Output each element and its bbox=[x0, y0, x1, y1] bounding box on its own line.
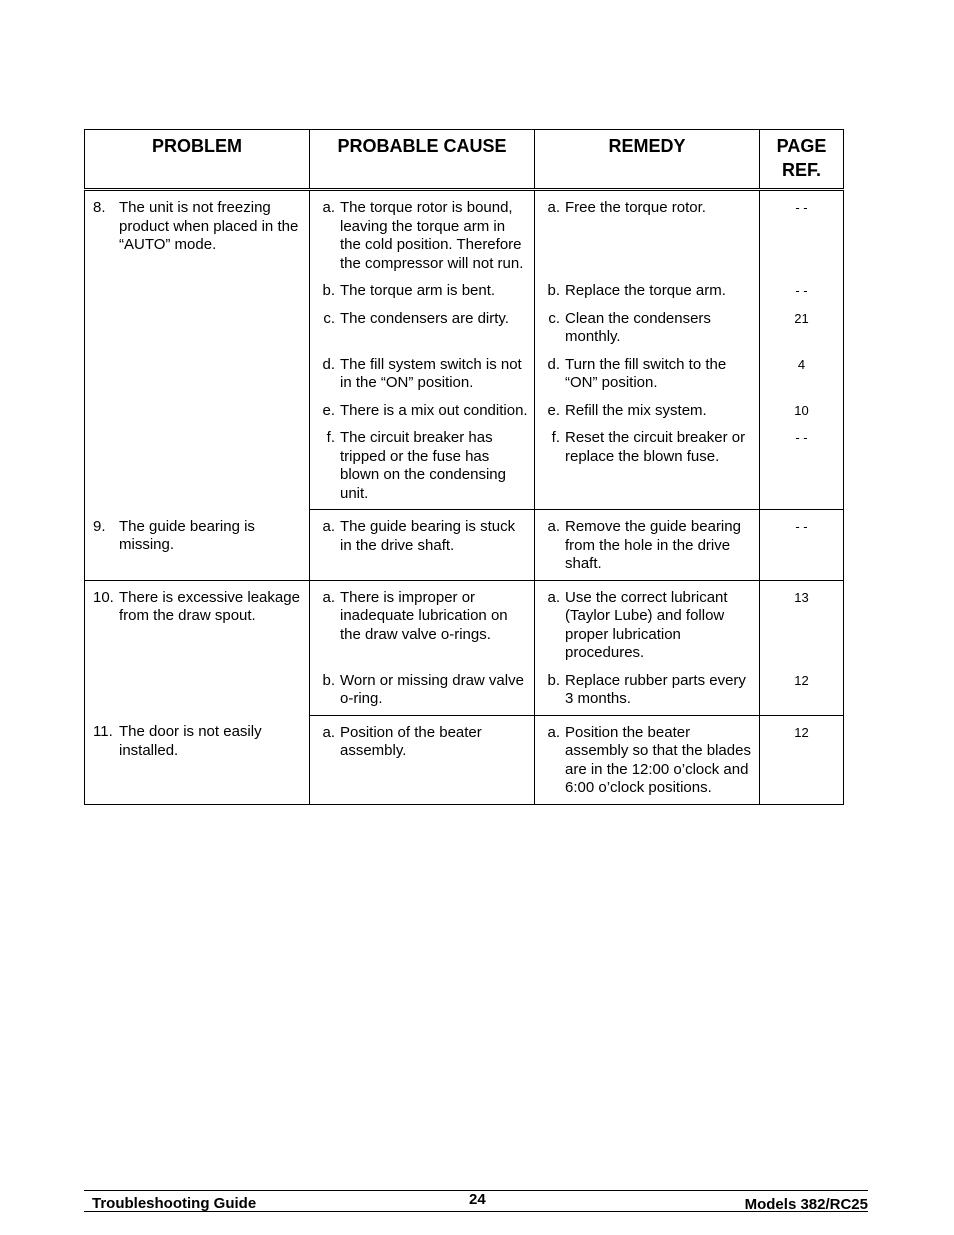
problem-cell bbox=[85, 190, 310, 510]
problem-number: 8. bbox=[93, 199, 106, 216]
cause-letter: a. bbox=[322, 588, 335, 606]
remedy-text: Use the correct lubricant (Taylor Lube) and follow proper lubrication procedures. bbox=[565, 588, 728, 661]
remedy-cell bbox=[535, 347, 760, 393]
remedy-cell bbox=[535, 580, 760, 663]
remedy-letter: a. bbox=[547, 588, 560, 606]
troubleshooting-table bbox=[84, 129, 844, 805]
page-ref-cell: 12 bbox=[760, 715, 844, 804]
header-probable-cause: PROBABLE CAUSE bbox=[310, 130, 535, 190]
remedy-text: Free the torque rotor. bbox=[565, 199, 706, 216]
remedy-letter: b. bbox=[547, 282, 560, 299]
cause-cell bbox=[310, 663, 535, 716]
cause-text: The torque rotor is bound, leaving the torque arm in the cold position. Therefore the compressor will not run. bbox=[340, 199, 524, 272]
cause-cell bbox=[310, 420, 535, 510]
header-page-ref bbox=[760, 130, 844, 190]
cause-cell bbox=[310, 273, 535, 301]
remedy-cell bbox=[535, 510, 760, 581]
cause-letter: a. bbox=[322, 518, 335, 535]
remedy-letter: a. bbox=[547, 518, 560, 535]
remedy-cell bbox=[535, 273, 760, 301]
cause-text: The fill system switch is not in the “ON” position. bbox=[340, 355, 522, 391]
remedy-text: Replace the torque arm. bbox=[565, 282, 726, 299]
cause-text: Position of the beater assembly. bbox=[340, 723, 482, 759]
cause-letter: e. bbox=[322, 401, 335, 419]
cause-cell bbox=[310, 301, 535, 347]
cause-letter: b. bbox=[322, 671, 335, 689]
remedy-letter: a. bbox=[547, 723, 560, 741]
page-ref-cell: 13 bbox=[760, 580, 844, 663]
cause-text: Worn or missing draw valve o-ring. bbox=[340, 671, 524, 707]
page-ref-cell: 21 bbox=[760, 301, 844, 347]
remedy-text: Replace rubber parts every 3 months. bbox=[565, 671, 746, 707]
cause-text: The condensers are dirty. bbox=[340, 309, 509, 327]
cause-letter: a. bbox=[322, 199, 335, 216]
remedy-letter: f. bbox=[551, 429, 560, 446]
remedy-cell bbox=[535, 190, 760, 274]
problem-cell bbox=[85, 510, 310, 581]
header-page-ref-line2: REF. bbox=[781, 160, 821, 180]
cause-text: The guide bearing is stuck in the drive shaft. bbox=[340, 518, 516, 554]
cause-letter: b. bbox=[322, 282, 335, 299]
page-footer bbox=[84, 1190, 868, 1212]
table-row bbox=[85, 580, 844, 663]
problem-cell bbox=[85, 580, 310, 715]
remedy-letter: e. bbox=[547, 401, 560, 419]
remedy-cell bbox=[535, 663, 760, 716]
cause-text: There is improper or inadequate lubrication on the draw valve o-rings. bbox=[340, 588, 508, 643]
problem-number: 11. bbox=[93, 723, 113, 740]
table-row bbox=[85, 715, 844, 804]
cause-cell bbox=[310, 580, 535, 663]
footer-section-title: Troubleshooting Guide bbox=[92, 1195, 257, 1212]
remedy-cell bbox=[535, 715, 760, 804]
page-ref-cell: - - bbox=[760, 273, 844, 301]
cause-cell bbox=[310, 510, 535, 581]
cause-letter: a. bbox=[322, 723, 335, 741]
header-remedy: REMEDY bbox=[535, 130, 760, 190]
table-header-row bbox=[85, 130, 844, 190]
cause-cell bbox=[310, 715, 535, 804]
problem-text: There is excessive leakage from the draw spout. bbox=[119, 588, 300, 624]
remedy-text: Refill the mix system. bbox=[565, 401, 707, 419]
cause-letter: d. bbox=[322, 355, 335, 373]
remedy-text: Remove the guide bearing from the hole in the drive shaft. bbox=[565, 518, 741, 572]
problem-cell bbox=[85, 715, 310, 804]
remedy-letter: c. bbox=[548, 309, 560, 327]
cause-text: The torque arm is bent. bbox=[340, 282, 496, 299]
page-ref-cell: 10 bbox=[760, 393, 844, 421]
cause-cell bbox=[310, 347, 535, 393]
problem-text: The guide bearing is missing. bbox=[119, 517, 255, 553]
remedy-cell bbox=[535, 301, 760, 347]
cause-letter: f. bbox=[326, 429, 335, 446]
remedy-cell bbox=[535, 393, 760, 421]
cause-cell bbox=[310, 190, 535, 274]
footer-page-number: 24 bbox=[469, 1191, 486, 1208]
remedy-text: Clean the condensers monthly. bbox=[565, 309, 711, 345]
page-ref-cell: 12 bbox=[760, 663, 844, 716]
problem-text: The door is not easily installed. bbox=[119, 723, 262, 759]
remedy-text: Position the beater assembly so that the blades are in the 12:00 o’clock and 6:00 o’clock positions. bbox=[565, 723, 751, 796]
remedy-text: Reset the circuit breaker or replace the blown fuse. bbox=[565, 429, 746, 465]
page-ref-cell: 4 bbox=[760, 347, 844, 393]
header-problem: PROBLEM bbox=[85, 130, 310, 190]
problem-number: 10. bbox=[93, 588, 114, 606]
cause-text: There is a mix out condition. bbox=[340, 401, 528, 419]
remedy-letter: a. bbox=[547, 199, 560, 216]
header-page-ref-line1: PAGE bbox=[776, 136, 827, 156]
cause-text: The circuit breaker has tripped or the fuse has blown on the condensing unit. bbox=[340, 429, 506, 502]
remedy-letter: d. bbox=[547, 355, 560, 373]
problem-number: 9. bbox=[93, 517, 106, 535]
cause-letter: c. bbox=[323, 309, 335, 327]
footer-model-name: Models 382/RC25 bbox=[744, 1196, 868, 1213]
remedy-text: Turn the fill switch to the “ON” position. bbox=[565, 355, 727, 391]
page-ref-cell: - - bbox=[760, 510, 844, 581]
cause-cell bbox=[310, 393, 535, 421]
table-row bbox=[85, 510, 844, 581]
problem-text: The unit is not freezing product when placed in the “AUTO” mode. bbox=[119, 199, 299, 253]
page-ref-cell: - - bbox=[760, 420, 844, 510]
table-row bbox=[85, 190, 844, 274]
remedy-letter: b. bbox=[547, 671, 560, 689]
page-ref-cell: - - bbox=[760, 190, 844, 274]
remedy-cell bbox=[535, 420, 760, 510]
